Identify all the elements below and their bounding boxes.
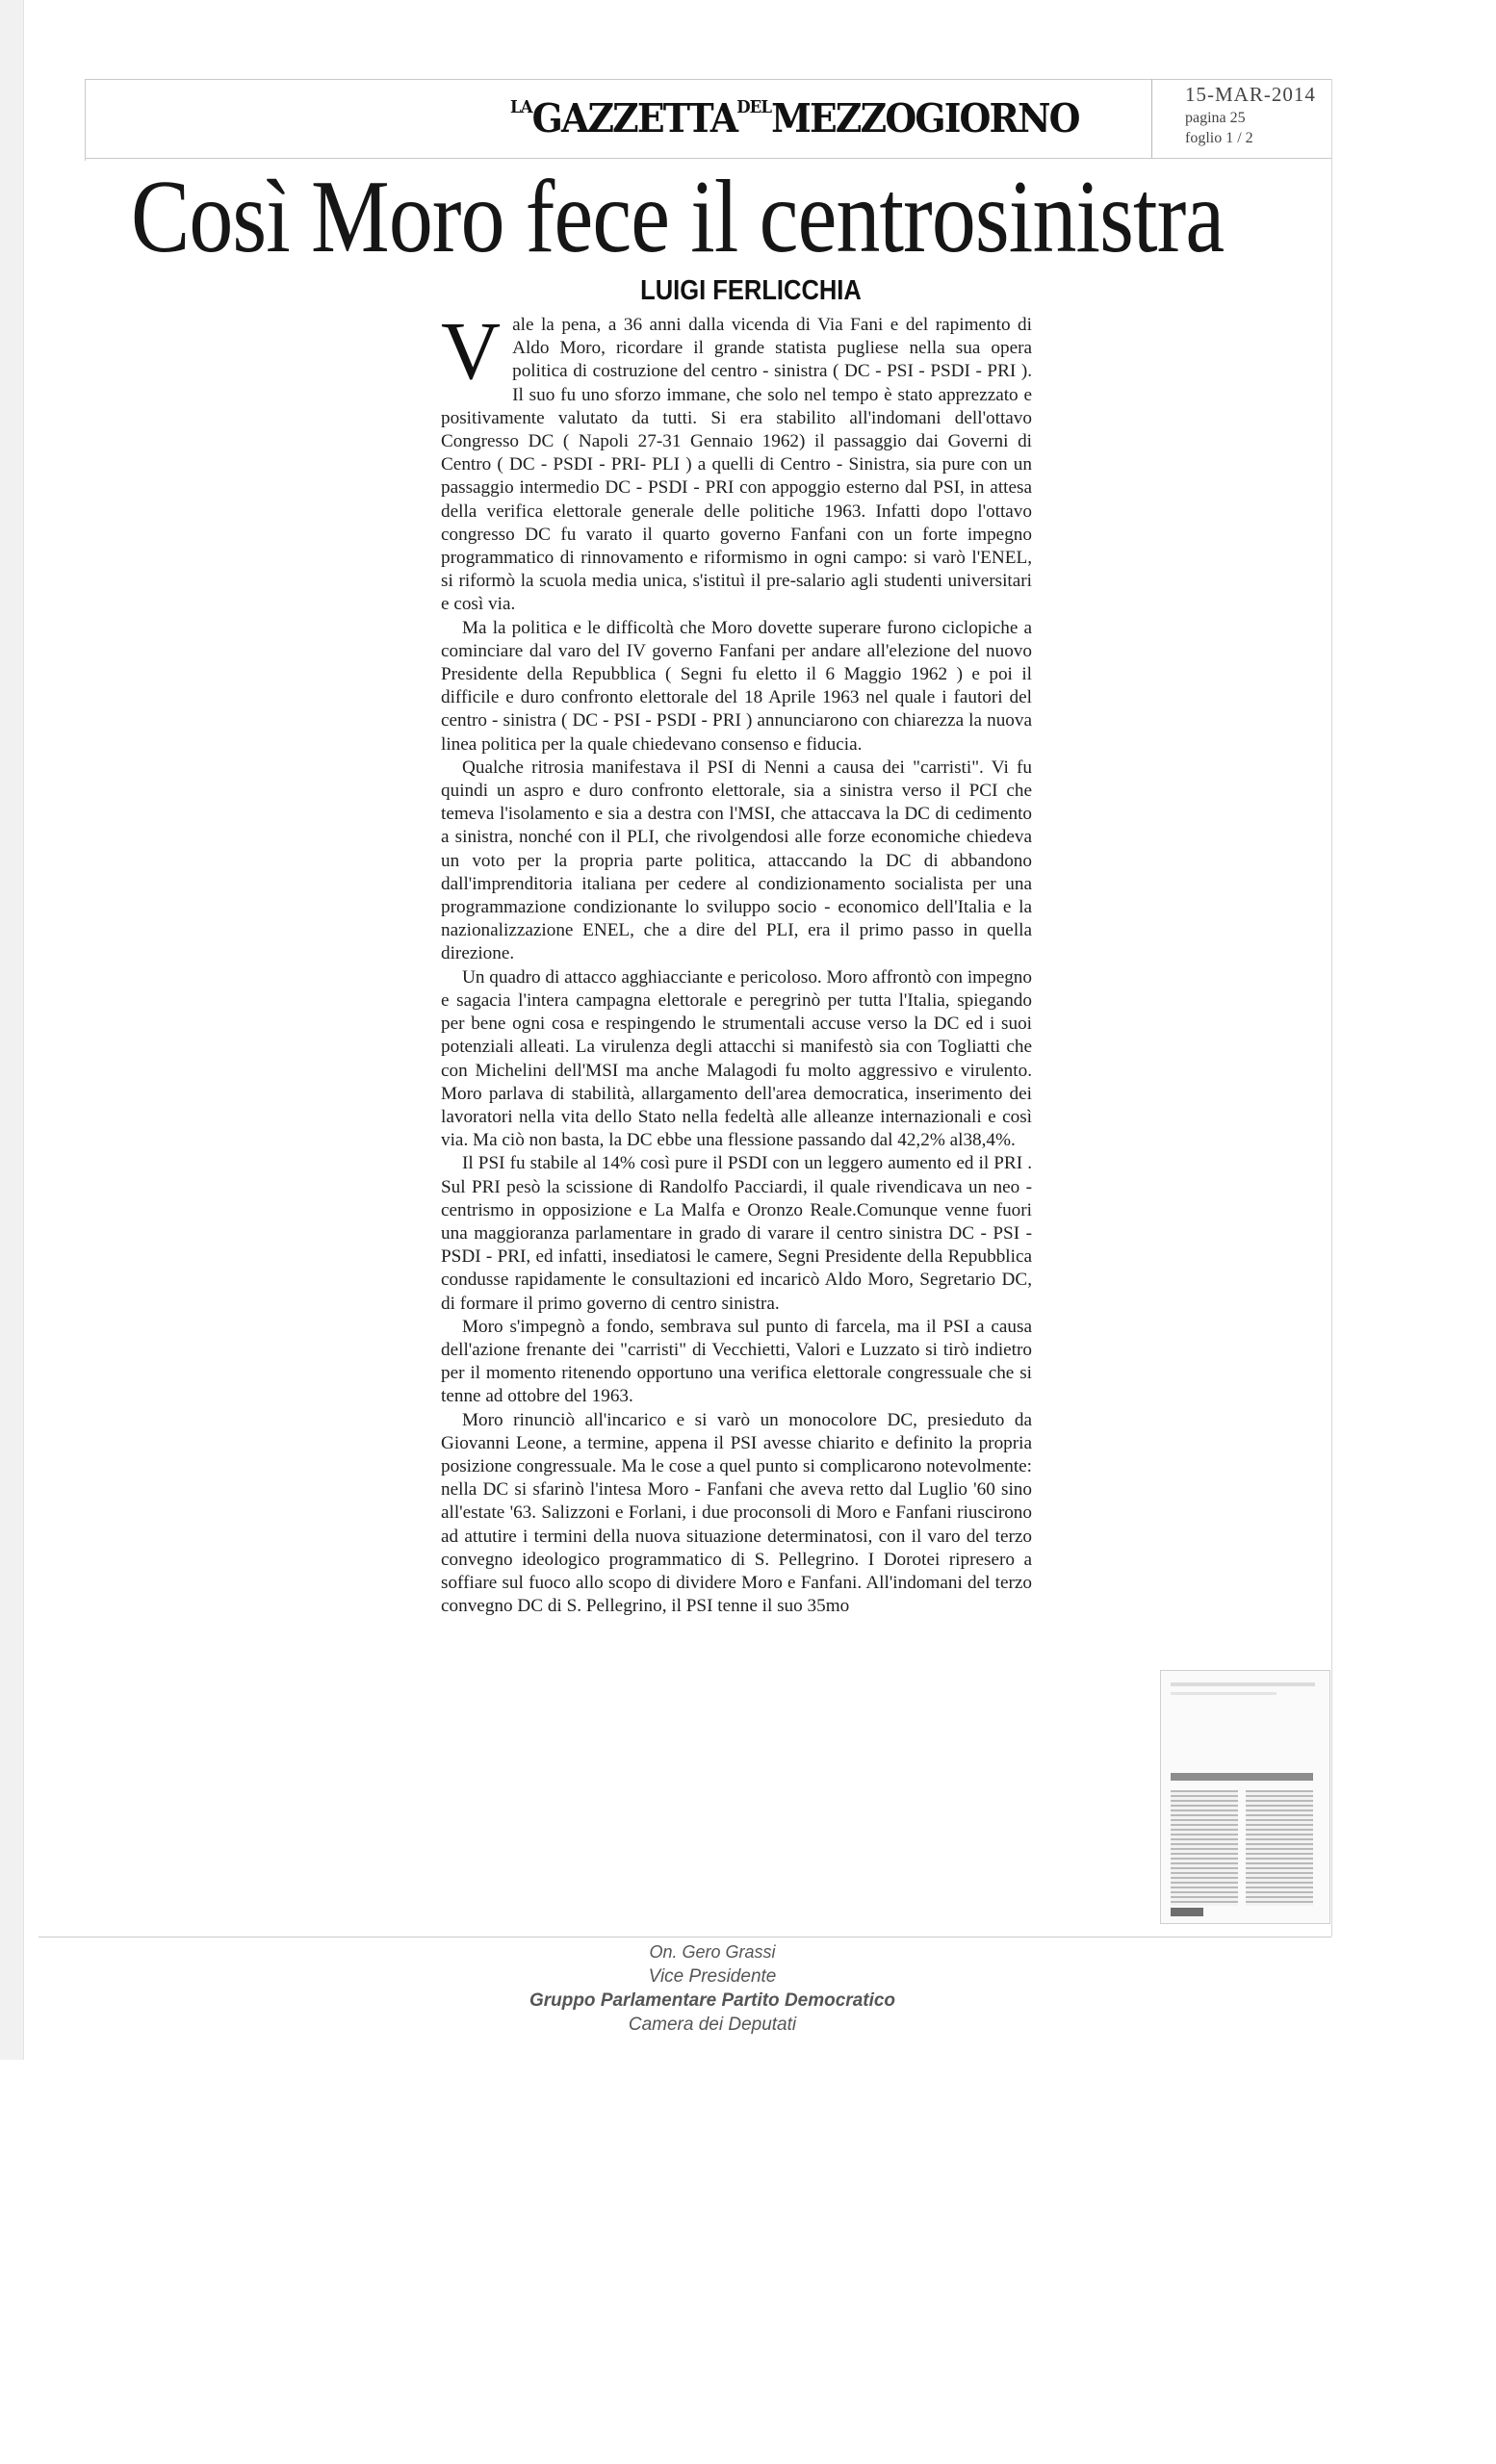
drop-cap: V <box>441 314 502 397</box>
masthead-del: DEL <box>736 97 772 117</box>
article-author: LUIGI FERLICCHIA <box>640 275 862 306</box>
newspaper-masthead <box>510 89 1079 148</box>
article-paragraph <box>441 314 1032 617</box>
masthead-gazzetta: GAZZETTA <box>531 95 737 141</box>
page-number: pagina 25 <box>1185 110 1246 126</box>
article-paragraph: Qualche ritrosia manifestava il PSI di Nenni a causa dei "carristi". Vi fu quindi un aspro e duro confronto elettorale, sia a sinistra verso il PCI che temeva l'isolamento e sia a destra con l'MSI, che attaccava la DC di cedimento a sinistra, nonché con il PLI, che rivolgendosi alle forze economiche chiedeva un voto per la propria parte politica, attaccando la DC di abbandono dall'imprenditoria italiana per cedere al condizionamento socialista per una programmazione condizionante lo sviluppo socio - economico dell'Italia e la nazionalizzazione ENEL, che a dire del PLI, era il primo passo in quella direzione. <box>441 757 1032 964</box>
thumbnail-column <box>1246 1790 1313 1906</box>
masthead-la: LA <box>510 97 532 117</box>
frame-bottom-rule <box>39 1937 1331 1938</box>
masthead-mezzogiorno: MEZZOGIORNO <box>771 95 1079 141</box>
signature-block <box>472 1940 953 2037</box>
article-paragraph: Il PSI fu stabile al 14% così pure il PSDI con un leggero aumento ed il PRI . Sul PRI pesò la scissione di Randolfo Pacciardi, il quale rivendicava un neo - centrismo in opposizione e La Malfa e Oronzo Reale.Comunque venne fuori una maggioranza parlamentare in grado di varare il centro sinistra DC - PSI - PSDI - PRI, ed infatti, insediatosi le camere, Segni Presidente della Repubblica condusse rapidamente le consultazioni ed incaricò Aldo Moro, Segretario DC, di formare il primo governo di centro sinistra. <box>441 1153 1032 1314</box>
page-thumbnail <box>1160 1670 1330 1924</box>
header-rule <box>85 158 1331 159</box>
thumbnail-footer-mark <box>1171 1908 1203 1916</box>
article-paragraph: Un quadro di attacco agghiacciante e pericoloso. Moro affrontò con impegno e sagacia l'intera campagna elettorale e peregrinò per tutta l'Italia, spiegando per bene ogni cosa e respingendo le strumentali accuse verso la DC ed i suoi potenziali alleati. La virulenza degli attacchi si manifestò sia con Togliatti che con Michelini dell'MSI ma anche Malagodi fu molto aggressivo e virulento. Moro parlava di stabilità, allargamento dell'area democratica, inserimento dei lavoratori nella vita dello Stato nella fedeltà alle alleanze internazionali e così via. Ma ciò non basta, la DC ebbe una flessione passando dal 42,2% al38,4%. <box>441 966 1032 1151</box>
issue-info-box <box>1151 79 1331 158</box>
thumbnail-title-bar <box>1171 1773 1313 1781</box>
article-body <box>441 314 1032 1902</box>
article-paragraph: Ma la politica e le difficoltà che Moro dovette superare furono ciclopiche a cominciare dal varo del IV governo Fanfani per andare all'elezione del nuovo Presidente della Repubblica ( Segni fu eletto il 6 Maggio 1962 ) e poi il difficile e duro confronto elettorale del 18 Aprile 1963 nel quale i fautori del centro - sinistra ( DC - PSI - PSDI - PRI ) annunciarono con chiarezza la nuova linea politica per la quale chiedevano consenso e fiducia. <box>441 617 1032 755</box>
signature-group: Gruppo Parlamentare Partito Democratico <box>529 1990 896 2011</box>
signature-name: On. Gero Grassi <box>649 1942 776 1962</box>
signature-role: Vice Presidente <box>648 1966 777 1987</box>
signature-chamber: Camera dei Deputati <box>628 2015 797 2035</box>
frame-right-rule <box>1331 79 1332 1937</box>
thumbnail-header <box>1171 1682 1315 1686</box>
article-title: Così Moro fece il centrosinistra <box>131 160 1225 274</box>
article-paragraph: Moro rinunciò all'incarico e si varò un monocolore DC, presieduto da Giovanni Leone, a termine, appena il PSI avesse chiarito e definito la propria posizione congressuale. Ma le cose a quel punto si complicarono notevolmente: nella DC si sfarinò l'intesa Moro - Fanfani che aveva retto dal Luglio '60 sino all'estate '63. Salizzoni e Forlani, i due proconsoli di Moro e Fanfani riuscirono ad attutire i termini della nuova situazione determinatosi, con il varo del terzo convegno ideologico programmatico di S. Pellegrino. I Dorotei ripresero a soffiare sul fuoco allo scopo di dividere Moro e Fanfani. All'indomani del terzo convegno DC di S. Pellegrino, il PSI tenne il suo 35mo <box>441 1409 1032 1617</box>
thumbnail-column <box>1171 1790 1238 1906</box>
article-paragraph: Moro s'impegnò a fondo, sembrava sul punto di farcela, ma il PSI a causa dell'azione frenante dei "carristi" di Vecchietti, Valori e Luzzato si tirò indietro per il momento ritenendo opportuno una verifica elettorale congressuale che si tenne ad ottobre del 1963. <box>441 1316 1032 1407</box>
sheet-number: foglio 1 / 2 <box>1185 130 1253 146</box>
thumbnail-subheader <box>1171 1692 1277 1695</box>
paragraph-text: ale la pena, a 36 anni dalla vicenda di Via Fani e del rapimento di Aldo Moro, ricordare il grande statista pugliese nella sua opera politica di costruzione del centro - sinistra ( DC - PSI - PSDI - PRI ). Il suo fu uno sforzo immane, che solo nel tempo è stato apprezzato e positivamente valutato da tutti. Si era stabilito all'indomani dell'ottavo Congresso DC ( Napoli 27-31 Gennaio 1962) il passaggio dai Governi di Centro ( DC - PSDI - PRI- PLI ) a quelli di Centro - Sinistra, sia pure con un passaggio intermedio DC - PSDI - PRI con appoggio esterno dal PSI, in attesa della verifica elettorale generale delle politiche 1963. Infatti dopo l'ottavo congresso DC fu varato il quarto governo Fanfani con un forte impegno programmatico di rinnovamento e riformismo in ogni campo: si varò l'ENEL, si riformò la scuola media unica, s'istituì il pre-salario agli studenti universitari e così via. <box>441 315 1032 615</box>
scan-edge <box>0 0 24 2060</box>
issue-date: 15-MAR-2014 <box>1185 83 1316 106</box>
